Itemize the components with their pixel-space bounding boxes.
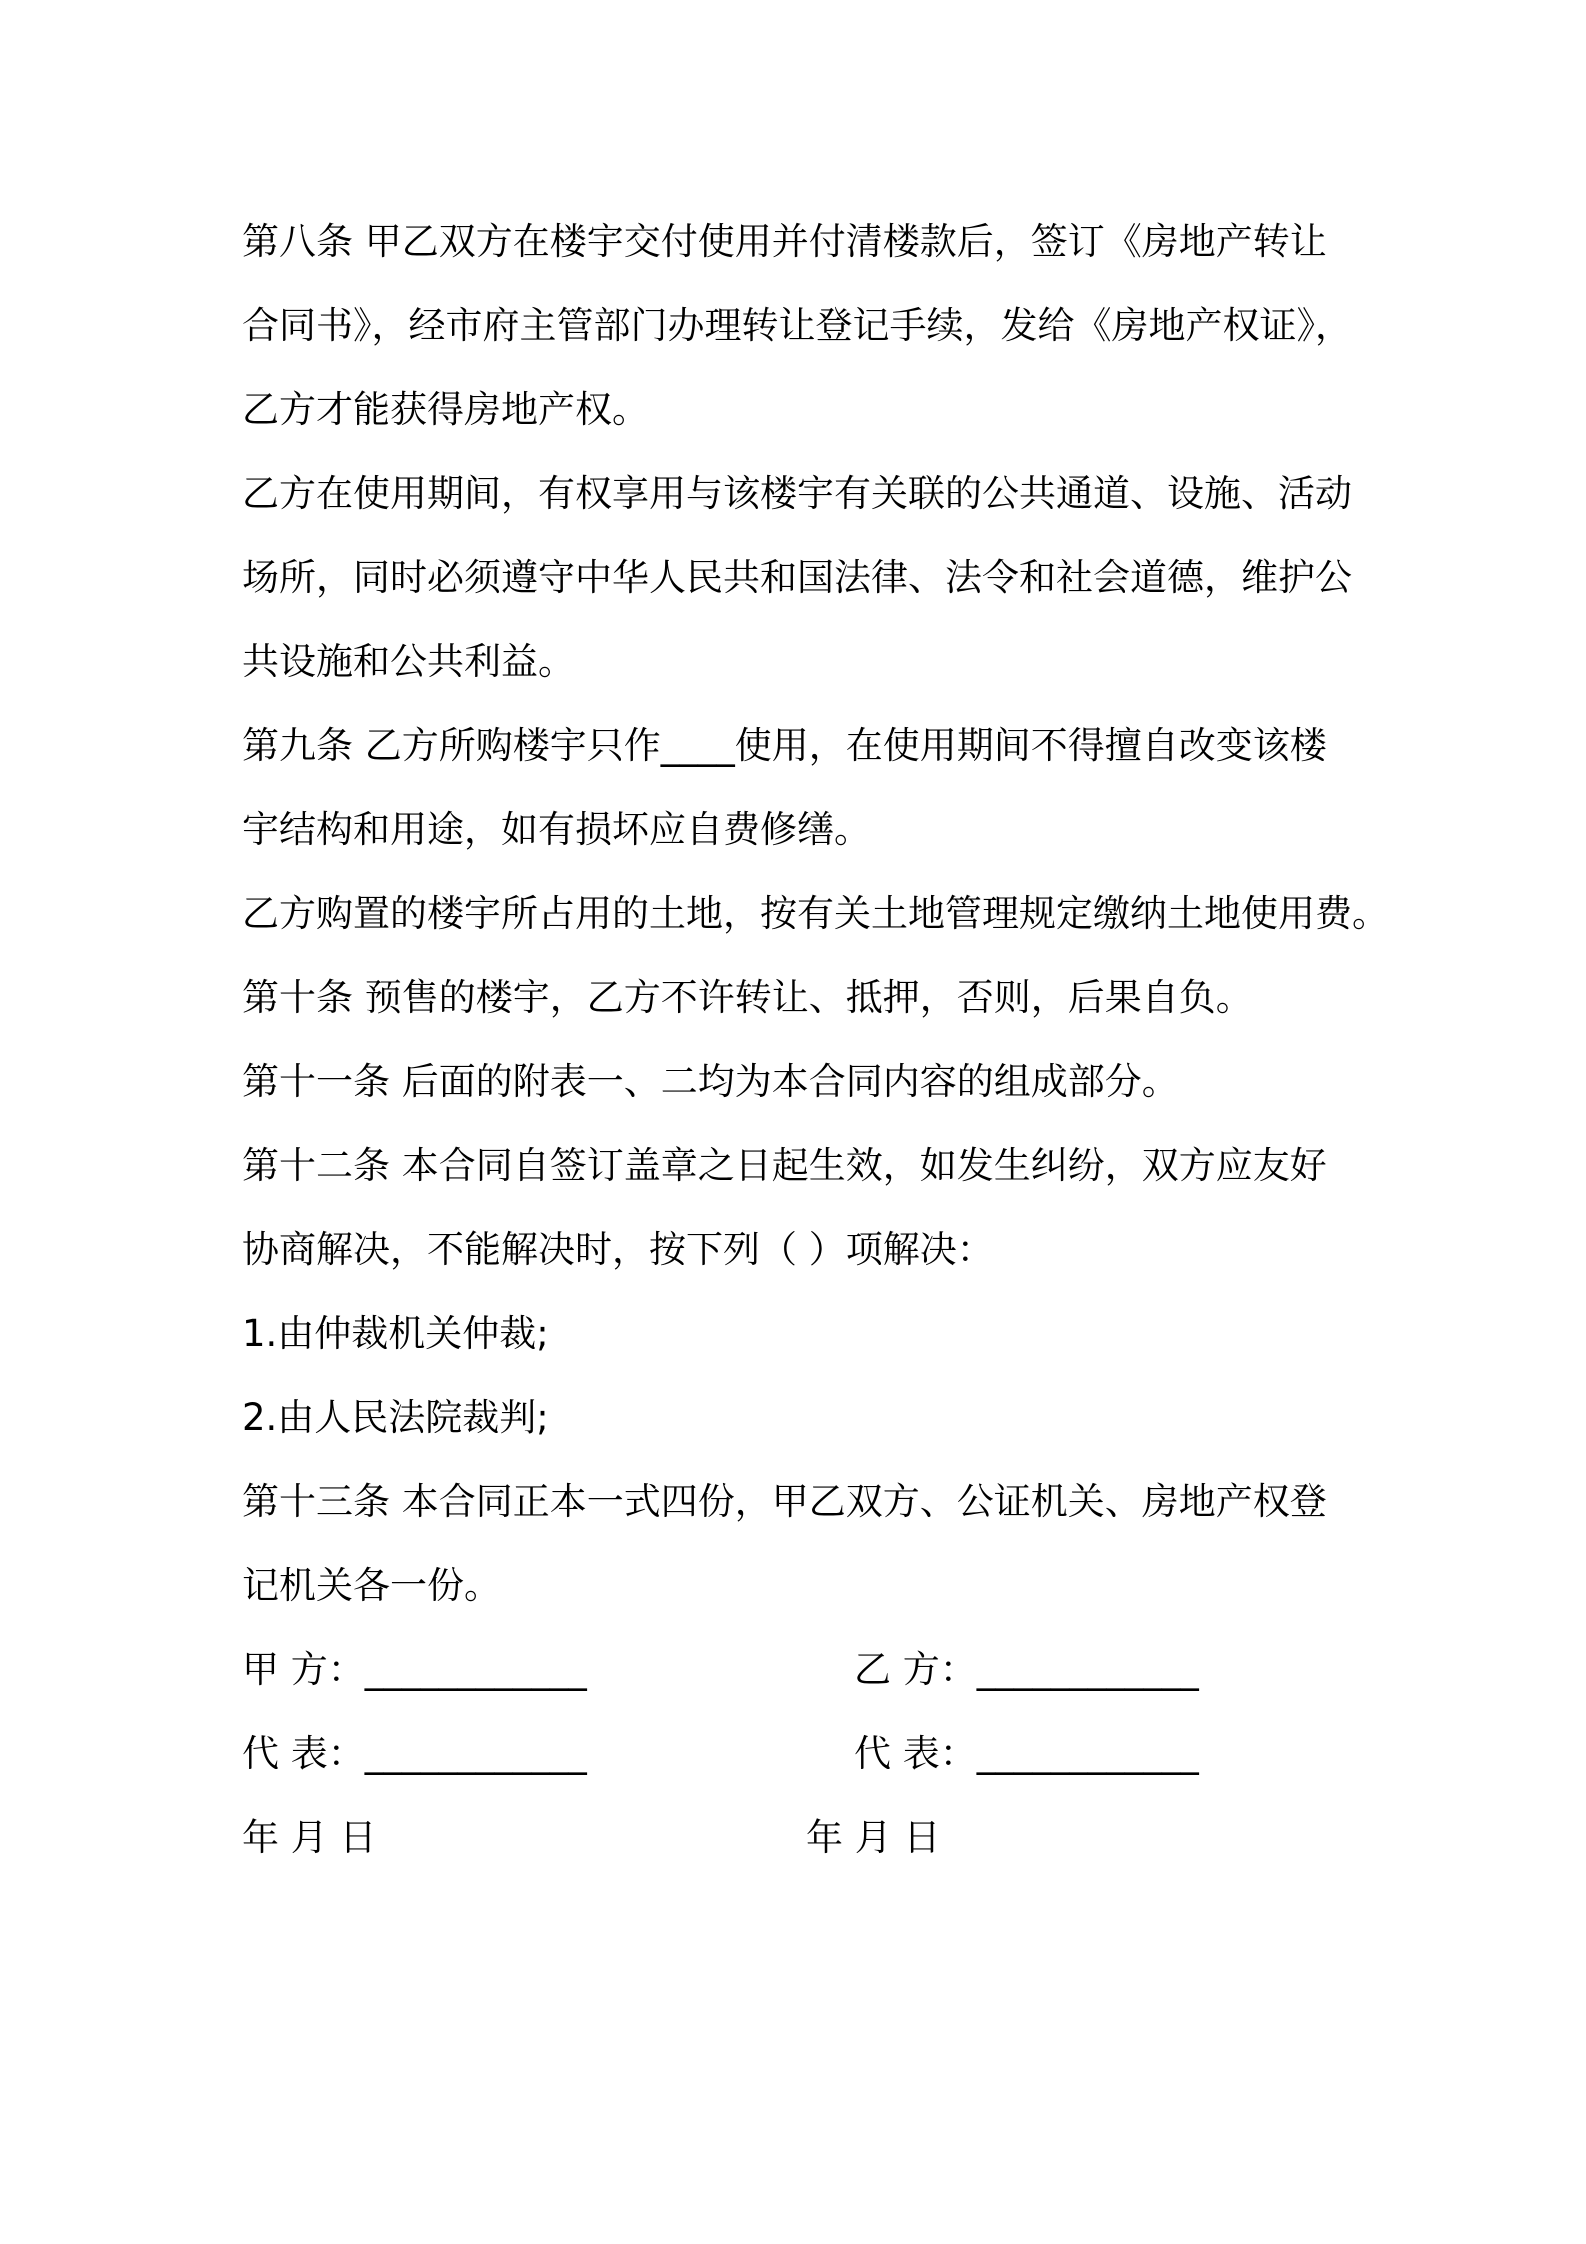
usage-rights-line-3: 共设施和公共利益。 <box>242 640 575 683</box>
clause-13-line-1: 第十三条 本合同正本一式四份，甲乙双方、公证机关、房地产权登 <box>242 1480 1327 1523</box>
clause-13-line-2: 记机关各一份。 <box>242 1564 501 1607</box>
clause-8-line-2: 合同书》，经市府主管部门办理转让登记手续，发给《房地产权证》， <box>242 304 1352 347</box>
representative-b-signature: 代 表：____________ <box>854 1732 1199 1775</box>
usage-rights-line-1: 乙方在使用期间，有权享用与该楼宇有关联的公共通道、设施、活动 <box>242 472 1352 515</box>
clause-10-line: 第十条 预售的楼宇，乙方不许转让、抵押，否则，后果自负。 <box>242 976 1253 1019</box>
signature-row-party <box>242 1628 1372 1712</box>
resolution-option-1: 1.由仲裁机关仲裁; <box>242 1312 549 1355</box>
representative-a-signature: 代 表：____________ <box>242 1732 587 1775</box>
clause-11-line: 第十一条 后面的附表一、二均为本合同内容的组成部分。 <box>242 1060 1179 1103</box>
clause-8-line-1: 第八条 甲乙双方在楼宇交付使用并付清楼款后，签订《房地产转让 <box>242 220 1327 263</box>
clause-8-line-3: 乙方才能获得房地产权。 <box>242 388 649 431</box>
clause-12-line-2: 协商解决，不能解决时，按下列（ ）项解决： <box>242 1228 994 1271</box>
usage-rights-line-2: 场所，同时必须遵守中华人民共和国法律、法令和社会道德，维护公 <box>242 556 1352 599</box>
date-a: 年 月 日 <box>242 1816 377 1859</box>
clause-12-line-1: 第十二条 本合同自签订盖章之日起生效，如发生纠纷，双方应友好 <box>242 1144 1327 1187</box>
date-b: 年 月 日 <box>806 1816 941 1859</box>
signature-row-date <box>242 1796 1372 1880</box>
signature-row-representative <box>242 1712 1372 1796</box>
party-b-signature: 乙 方：____________ <box>854 1648 1199 1691</box>
contract-body <box>242 200 1389 1880</box>
clause-9-line-1: 第九条 乙方所购楼宇只作____使用，在使用期间不得擅自改变该楼 <box>242 724 1327 767</box>
land-fee-line: 乙方购置的楼宇所占用的土地，按有关土地管理规定缴纳土地使用费。 <box>242 892 1389 935</box>
party-a-signature: 甲 方：____________ <box>242 1648 587 1691</box>
clause-9-line-2: 宇结构和用途，如有损坏应自费修缮。 <box>242 808 871 851</box>
resolution-option-2: 2.由人民法院裁判; <box>242 1396 549 1439</box>
